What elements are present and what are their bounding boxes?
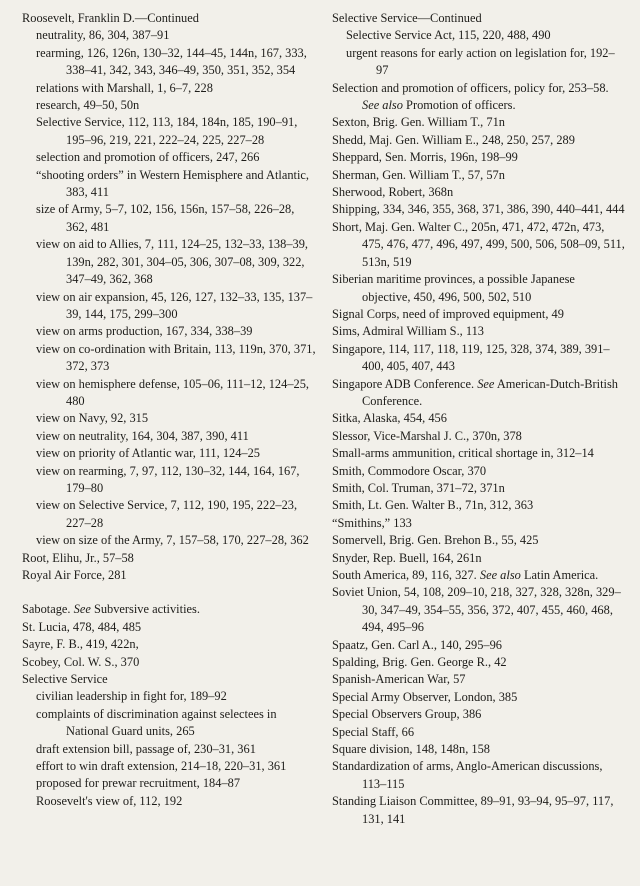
index-entry-text: draft extension bill, passage of, 230–31, 361 [36, 741, 256, 756]
index-entry [332, 341, 626, 376]
index-entry [22, 550, 316, 567]
index-entry-text: proposed for prewar recruitment, 184–87 [36, 776, 241, 791]
index-entry [22, 45, 316, 80]
index-entry-text: Selective Service, 112, 113, 184, 184n, 185, 190–91, 195–96, 219, 221, 222–24, 225, 227–28 [36, 115, 298, 147]
index-entry [332, 724, 626, 741]
index-entry [22, 601, 316, 618]
index-entry [332, 149, 626, 166]
index-entry [332, 80, 626, 115]
index-entry [332, 10, 626, 27]
index-entry-text: St. Lucia, 478, 484, 485 [22, 619, 142, 634]
index-entry [22, 323, 316, 340]
index-entry [22, 341, 316, 376]
index-entry [22, 619, 316, 636]
index-entry-text: neutrality, 86, 304, 387–91 [36, 28, 170, 43]
cross-reference-label: See [477, 376, 495, 391]
index-entry-text: Smith, Commodore Oscar, 370 [332, 463, 487, 478]
index-entry-text: Special Staff, 66 [332, 724, 415, 739]
index-entry-text: Siberian maritime provinces, a possible Japanese objective, 450, 496, 500, 502, 510 [332, 272, 575, 304]
index-entry-text: Sexton, Brig. Gen. William T., 71n [332, 115, 505, 130]
index-entry-text: view on arms production, 167, 334, 338–39 [36, 324, 253, 339]
index-entry [22, 758, 316, 775]
index-entry [22, 463, 316, 498]
index-entry-text: Singapore, 114, 117, 118, 119, 125, 328, 374, 389, 391–400, 405, 407, 443 [332, 341, 610, 374]
index-entry-text: Shedd, Maj. Gen. William E., 248, 250, 257, 289 [332, 132, 575, 147]
index-entry [22, 80, 316, 97]
index-entry [332, 706, 626, 723]
index-entry-text: Shipping, 334, 346, 355, 368, 371, 386, 390, 440–441, 444 [332, 202, 625, 217]
index-entry [22, 289, 316, 324]
index-entry-text: Sherwood, Robert, 368n [332, 185, 454, 200]
index-entry [332, 445, 626, 462]
index-entry-text: “shooting orders” in Western Hemisphere and Atlantic, 383, 411 [36, 167, 310, 200]
index-entry-text: Smith, Col. Truman, 371–72, 371n [332, 480, 505, 495]
index-entry-text: Selective Service Act, 115, 220, 488, 490 [346, 28, 551, 43]
index-entry-text: Smith, Lt. Gen. Walter B., 71n, 312, 363 [332, 498, 534, 513]
cross-reference-label: See also [362, 98, 403, 113]
index-entry-text: relations with Marshall, 1, 6–7, 228 [36, 80, 213, 95]
index-column-right [330, 10, 626, 886]
index-entry [22, 775, 316, 792]
index-entry-text: Roosevelt's view of, 112, 192 [36, 793, 183, 808]
index-entry [22, 27, 316, 44]
index-entry-text: research, 49–50, 50n [36, 98, 140, 113]
cross-reference-target: Promotion of officers. [402, 98, 516, 113]
index-entry [332, 45, 626, 80]
index-entry-text: view on size of the Army, 7, 157–58, 170, 227–28, 362 [36, 533, 309, 548]
index-entry [22, 167, 316, 202]
index-entry [332, 497, 626, 514]
index-entry-text: Sabotage. [22, 602, 71, 617]
index-entry [332, 637, 626, 654]
index-entry [332, 741, 626, 758]
index-entry-text: Scobey, Col. W. S., 370 [22, 654, 140, 669]
index-entry-text: view on aid to Allies, 7, 111, 124–25, 132–33, 138–39, 139n, 282, 301, 304–05, 306, 307–08, 309, 322, 347–49, 362, 368 [36, 237, 309, 287]
index-entry-text: view on co-ordination with Britain, 113, 119n, 370, 371, 372, 373 [36, 341, 316, 374]
index-entry-text: selection and promotion of officers, 247, 266 [36, 150, 260, 165]
index-entry [332, 306, 626, 323]
index-entry [22, 114, 316, 149]
index-entry [22, 741, 316, 758]
cross-reference-label: See also [479, 568, 521, 582]
index-entry [332, 480, 626, 497]
index-entry [332, 184, 626, 201]
index-entry-text: view on hemisphere defense, 105–06, 111–12, 124–25, 480 [36, 376, 309, 408]
index-entry-text: view on rearming, 7, 97, 112, 130–32, 144, 164, 167, 179–80 [36, 463, 300, 495]
index-entry-text: Spalding, Brig. Gen. George R., 42 [332, 655, 507, 670]
index-entry-text: Snyder, Rep. Buell, 164, 261n [332, 550, 482, 565]
index-entry [22, 410, 316, 427]
index-entry-text: Somervell, Brig. Gen. Brehon B., 55, 425 [332, 533, 539, 548]
index-entry-text: Selective Service [22, 672, 108, 687]
index-entry [332, 654, 626, 671]
index-entry [332, 219, 626, 271]
index-entry [22, 445, 316, 462]
index-entry [22, 497, 316, 532]
index-entry-text: Sayre, F. B., 419, 422n, [22, 637, 139, 652]
index-entry [332, 758, 626, 793]
index-entry-text: view on Selective Service, 7, 112, 190, 195, 222–23, 227–28 [36, 498, 298, 530]
index-entry-text: Standing Liaison Committee, 89–91, 93–94, 95–97, 117, 131, 141 [332, 794, 614, 826]
index-entry [332, 201, 626, 218]
index-entry-text: Sitka, Alaska, 454, 456 [332, 411, 447, 426]
index-entry-text: Sims, Admiral William S., 113 [332, 324, 484, 339]
index-entry [22, 636, 316, 653]
index-entry-text: urgent reasons for early action on legislation for, 192–97 [346, 45, 615, 78]
index-entry [332, 271, 626, 306]
index-entry [332, 689, 626, 706]
index-entry-text: view on neutrality, 164, 304, 387, 390, 411 [36, 428, 249, 443]
index-entry-text: Selection and promotion of officers, policy for, 253–58. [332, 80, 609, 95]
index-entry [332, 515, 626, 532]
index-entry [22, 688, 316, 705]
index-entry [332, 532, 626, 549]
index-entry-text: Singapore ADB Conference. [332, 376, 475, 391]
index-entry [332, 550, 626, 567]
index-entry-text: Special Army Observer, London, 385 [332, 689, 518, 704]
index-entry-text: Selective Service—Continued [332, 11, 482, 25]
index-entry-text: Special Observers Group, 386 [332, 707, 482, 722]
index-entry [22, 532, 316, 549]
index-entry-text: Small-arms ammunition, critical shortage in, 312–14 [332, 446, 594, 461]
index-entry-text: civilian leadership in fight for, 189–92 [36, 689, 227, 704]
index-entry [22, 567, 316, 584]
index-entry-text: Slessor, Vice-Marshal J. C., 370n, 378 [332, 428, 522, 443]
index-entry [332, 428, 626, 445]
index-entry-text: Root, Elihu, Jr., 57–58 [22, 550, 134, 565]
index-entry-text: Sherman, Gen. William T., 57, 57n [332, 167, 505, 182]
index-entry-text: Royal Air Force, 281 [22, 568, 127, 582]
index-entry-text: Soviet Union, 54, 108, 209–10, 218, 327, 328, 328n, 329–30, 347–49, 354–55, 356, 372, 407, 455, 460, 468, 494, 495–96 [332, 585, 621, 635]
index-entry [332, 671, 626, 688]
cross-reference-target: American-Dutch-British Conference. [362, 376, 618, 408]
cross-reference-label: See [73, 602, 91, 617]
index-entry-text: complaints of discrimination against selectees in National Guard units, 265 [36, 706, 277, 739]
index-entry [332, 463, 626, 480]
index-entry [22, 428, 316, 445]
index-entry [332, 793, 626, 828]
index-entry-text: South America, 89, 116, 327. [332, 568, 477, 582]
index-entry-text: Spanish-American War, 57 [332, 672, 466, 687]
index-entry [332, 567, 626, 584]
index-entry [22, 10, 316, 27]
index-entry-text: size of Army, 5–7, 102, 156, 156n, 157–58, 226–28, 362, 481 [36, 202, 295, 234]
index-entry [22, 654, 316, 671]
index-entry-text: rearming, 126, 126n, 130–32, 144–45, 144n, 167, 333, 338–41, 342, 343, 346–49, 350, 351, 352, 354 [36, 45, 307, 78]
index-entry [332, 132, 626, 149]
index-entry [332, 323, 626, 340]
index-entry-text: view on Navy, 92, 315 [36, 411, 149, 426]
index-entry [22, 201, 316, 236]
index-entry [332, 376, 626, 411]
index-entry [332, 584, 626, 636]
index-entry-text: view on priority of Atlantic war, 111, 124–25 [36, 446, 260, 461]
index-entry-text: Standardization of arms, Anglo-American discussions, 113–115 [332, 759, 603, 791]
index-entry-text: Roosevelt, Franklin D.—Continued [22, 11, 199, 25]
index-entry [332, 167, 626, 184]
index-entry-text: “Smithins,” 133 [332, 515, 412, 530]
index-entry [22, 149, 316, 166]
index-entry-text: Signal Corps, need of improved equipment, 49 [332, 306, 564, 321]
index-entry [22, 236, 316, 288]
index-entry [22, 97, 316, 114]
index-entry-text: view on air expansion, 45, 126, 127, 132–33, 135, 137–39, 144, 175, 299–300 [36, 289, 313, 321]
index-entry [22, 671, 316, 688]
cross-reference-target: Subversive activities. [90, 602, 200, 617]
index-entry-text: effort to win draft extension, 214–18, 220–31, 361 [36, 759, 287, 774]
index-column-left [22, 10, 316, 886]
index-entry-text: Sheppard, Sen. Morris, 196n, 198–99 [332, 150, 518, 165]
index-entry-text: Square division, 148, 148n, 158 [332, 742, 490, 757]
index-entry [22, 706, 316, 741]
index-entry [22, 793, 316, 810]
index-entry [22, 376, 316, 411]
index-entry-text: Spaatz, Gen. Carl A., 140, 295–96 [332, 637, 503, 652]
cross-reference-target: Latin America. [520, 568, 599, 582]
index-entry [332, 410, 626, 427]
index-entry-text: Short, Maj. Gen. Walter C., 205n, 471, 472, 472n, 473, 475, 476, 477, 496, 497, 499, 500, 506, 508–09, 511, 513n, 519 [332, 219, 625, 269]
index-entry [332, 114, 626, 131]
index-entry [332, 27, 626, 44]
